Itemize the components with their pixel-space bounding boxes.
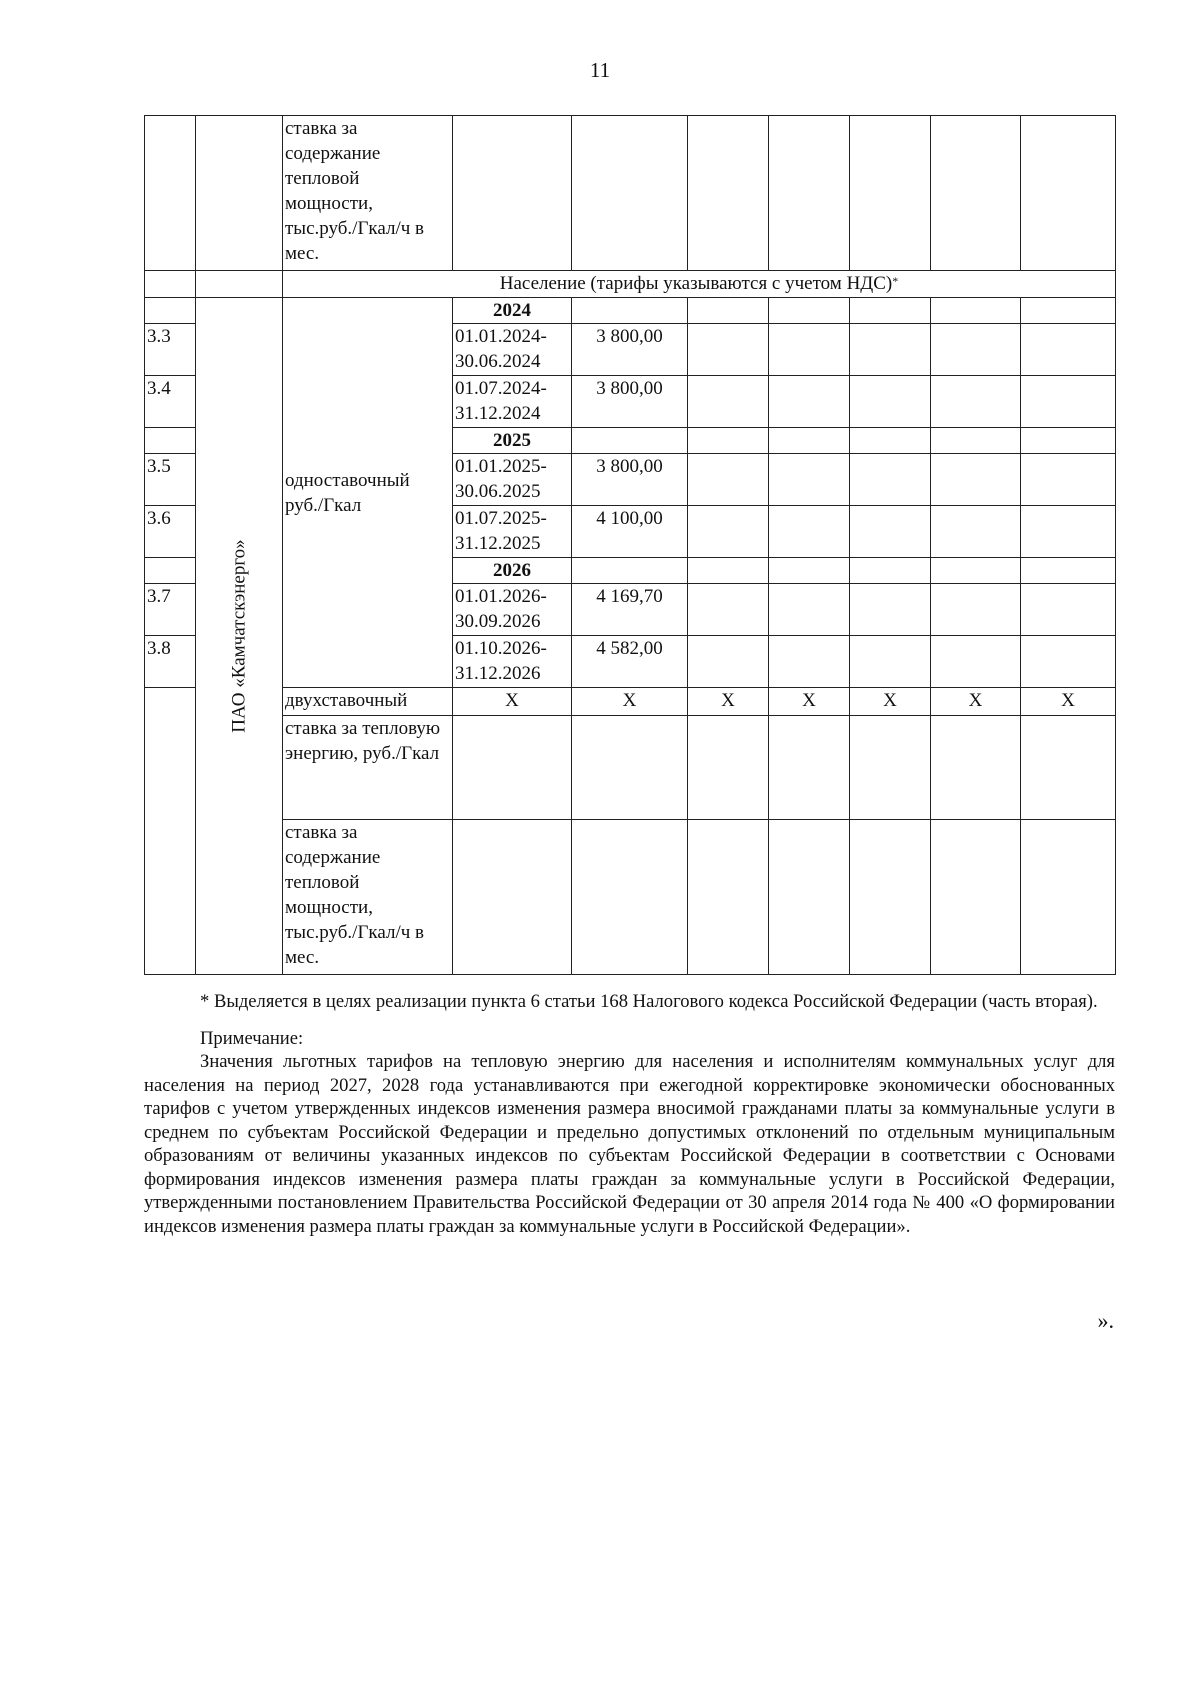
organization-name: ПАО «Камчатскэнерго» [228, 539, 250, 733]
empty-cell [769, 558, 850, 584]
empty-cell [1021, 820, 1116, 975]
empty-cell [688, 324, 769, 376]
tariff-table [144, 115, 1116, 975]
period-cell: 01.01.2026-30.09.2026 [453, 584, 572, 636]
empty-cell [1021, 584, 1116, 636]
empty-cell [850, 298, 931, 324]
empty-cell [769, 584, 850, 636]
empty-cell [769, 636, 850, 688]
empty-cell [688, 506, 769, 558]
two-rate-label: двухставочный [283, 688, 453, 716]
empty-cell [931, 324, 1021, 376]
empty-cell [1021, 298, 1116, 324]
tariff-value: 4 169,70 [572, 584, 688, 636]
tariff-value: 3 800,00 [572, 454, 688, 506]
empty-cell [931, 298, 1021, 324]
period-cell: 01.01.2025-30.06.2025 [453, 454, 572, 506]
empty-cell [145, 298, 196, 324]
empty-cell [769, 716, 850, 820]
period-cell: 01.10.2026-31.12.2026 [453, 636, 572, 688]
closing-quote-mark: ». [1097, 1308, 1114, 1333]
empty-cell [931, 558, 1021, 584]
capacity-rate-label: ставка за содержание тепловой мощности, тыс.руб./Гкал/ч в мес. [283, 820, 453, 975]
notes-section [144, 990, 1115, 1238]
row-number: 3.3 [145, 324, 196, 376]
empty-cell [688, 716, 769, 820]
table-row [145, 820, 1116, 975]
empty-cell [850, 558, 931, 584]
section-footnote-mark: * [892, 274, 899, 288]
empty-cell [769, 298, 850, 324]
row-number: 3.4 [145, 376, 196, 428]
section-row [145, 271, 1116, 298]
organization-cell [196, 298, 283, 975]
empty-cell [688, 820, 769, 975]
empty-cell [453, 116, 572, 271]
empty-cell [850, 376, 931, 428]
empty-cell [688, 116, 769, 271]
empty-cell [572, 716, 688, 820]
empty-cell [769, 376, 850, 428]
row-number: 3.8 [145, 636, 196, 688]
year-2025: 2025 [453, 428, 572, 454]
empty-cell [1021, 116, 1116, 271]
empty-cell [931, 584, 1021, 636]
tariff-value: 3 800,00 [572, 376, 688, 428]
tariff-value: 4 582,00 [572, 636, 688, 688]
empty-cell [850, 506, 931, 558]
period-cell: 01.01.2024-30.06.2024 [453, 324, 572, 376]
single-rate-label: одноставочный руб./Гкал [283, 298, 453, 688]
empty-cell [931, 636, 1021, 688]
row-number: 3.7 [145, 584, 196, 636]
empty-cell [769, 428, 850, 454]
empty-cell [145, 116, 196, 271]
empty-cell [572, 298, 688, 324]
empty-cell [196, 271, 283, 298]
tariff-value: 3 800,00 [572, 324, 688, 376]
x-mark: X [572, 688, 688, 716]
section-title: Население (тарифы указываются с учетом НДС) [499, 273, 893, 294]
empty-cell [572, 558, 688, 584]
x-mark: X [1021, 688, 1116, 716]
period-cell: 01.07.2024-31.12.2024 [453, 376, 572, 428]
empty-cell [688, 428, 769, 454]
empty-cell [850, 636, 931, 688]
empty-cell [145, 558, 196, 584]
empty-cell [769, 116, 850, 271]
empty-cell [688, 376, 769, 428]
empty-cell [931, 716, 1021, 820]
empty-cell [850, 324, 931, 376]
empty-cell [769, 820, 850, 975]
empty-cell [145, 428, 196, 454]
empty-cell [850, 584, 931, 636]
footnote: * Выделяется в целях реализации пункта 6 статьи 168 Налогового кодекса Российской Федерации (часть вторая). [200, 991, 1098, 1012]
year-2026: 2026 [453, 558, 572, 584]
note-title: Примечание: [200, 1027, 304, 1049]
rate-name-cell: ставка за содержание тепловой мощности, тыс.руб./Гкал/ч в мес. [283, 116, 453, 271]
empty-cell [688, 584, 769, 636]
empty-cell [1021, 428, 1116, 454]
empty-cell [1021, 454, 1116, 506]
year-2024: 2024 [453, 298, 572, 324]
note-text: Значения льготных тарифов на тепловую энергию для населения и исполнителям коммунальных услуг для населения на период 2027, 2028 года устанавливаются при ежегодной корректировке экономически обоснованных тарифов с учетом утвержденных индексов изменения размера вносимой гражданами платы за коммунальные услуги в среднем по субъектам Российской Федерации и предельно допустимых отклонений по отдельным муниципальным образованиям от величины указанных индексов по субъектам Российской Федерации в соответствии с Основами формирования индексов изменения размера платы граждан за коммунальные услуги в Российской Федерации, утвержденными постановлением Правительства Российской Федерации от 30 апреля 2014 года № 400 «О формировании индексов изменения размера платы граждан за коммунальные услуги в Российской Федерации». [144, 1051, 1115, 1237]
empty-cell [1021, 506, 1116, 558]
table-row [145, 716, 1116, 820]
empty-cell [931, 506, 1021, 558]
empty-cell [1021, 636, 1116, 688]
empty-cell [850, 454, 931, 506]
x-mark: X [453, 688, 572, 716]
empty-cell [931, 116, 1021, 271]
empty-cell [769, 454, 850, 506]
empty-cell [196, 116, 283, 271]
two-rate-row [145, 688, 1116, 716]
empty-cell [688, 558, 769, 584]
page-number: 11 [589, 58, 611, 82]
empty-cell [769, 324, 850, 376]
empty-cell [1021, 558, 1116, 584]
table-row [145, 116, 1116, 271]
empty-cell [931, 820, 1021, 975]
empty-cell [572, 116, 688, 271]
empty-cell [688, 454, 769, 506]
empty-cell [688, 636, 769, 688]
empty-cell [931, 454, 1021, 506]
empty-cell [931, 428, 1021, 454]
empty-cell [769, 506, 850, 558]
period-cell: 01.07.2025-31.12.2025 [453, 506, 572, 558]
empty-cell [1021, 716, 1116, 820]
row-number: 3.5 [145, 454, 196, 506]
empty-cell [850, 116, 931, 271]
empty-cell [572, 820, 688, 975]
empty-cell [850, 820, 931, 975]
empty-cell [850, 716, 931, 820]
empty-cell [572, 428, 688, 454]
empty-cell [145, 688, 196, 975]
empty-cell [145, 271, 196, 298]
x-mark: X [688, 688, 769, 716]
x-mark: X [931, 688, 1021, 716]
empty-cell [453, 820, 572, 975]
empty-cell [1021, 324, 1116, 376]
empty-cell [453, 716, 572, 820]
section-title-cell [283, 271, 1116, 298]
empty-cell [1021, 376, 1116, 428]
empty-cell [688, 298, 769, 324]
empty-cell [850, 428, 931, 454]
tariff-value: 4 100,00 [572, 506, 688, 558]
year-row [145, 298, 1116, 324]
row-number: 3.6 [145, 506, 196, 558]
empty-cell [931, 376, 1021, 428]
energy-rate-label: ставка за тепловую энергию, руб./Гкал [283, 716, 453, 820]
x-mark: X [769, 688, 850, 716]
x-mark: X [850, 688, 931, 716]
